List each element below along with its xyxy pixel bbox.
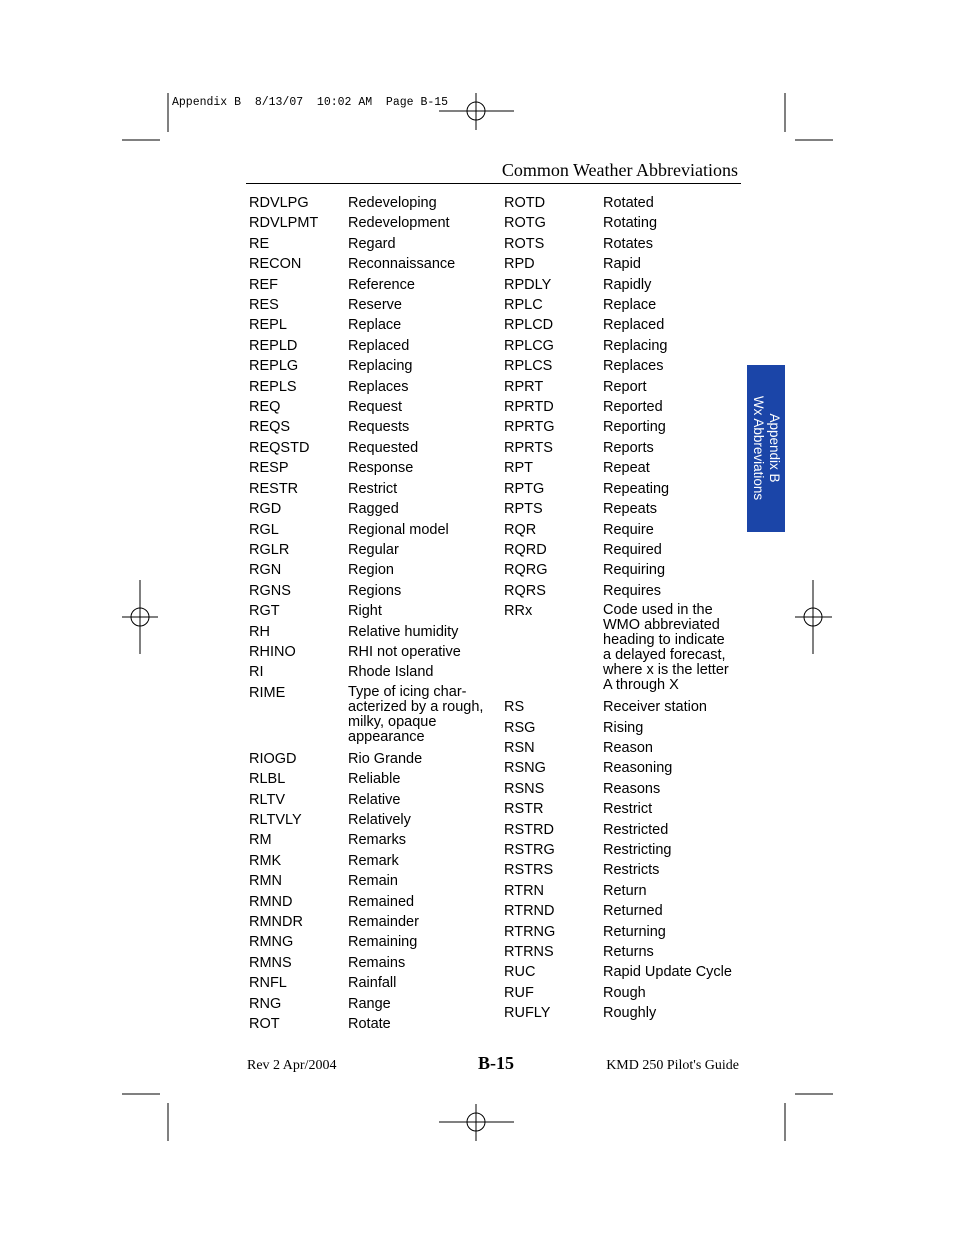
abbreviation-meaning: Requires <box>603 582 662 599</box>
abbreviation-row <box>249 336 491 356</box>
abbreviation-meaning: Rapid Update Cycle <box>603 964 732 981</box>
abbreviation-code: RGLR <box>249 541 290 558</box>
abbreviation-meaning: Rotating <box>603 215 658 232</box>
abbreviation-row <box>504 213 743 233</box>
abbreviation-row <box>249 213 491 233</box>
abbreviation-code: RRx <box>504 603 533 620</box>
abbreviation-row <box>504 901 743 921</box>
abbreviation-meaning: Rotated <box>603 195 654 211</box>
right-abbreviation-column <box>504 193 743 1024</box>
abbreviation-row <box>504 820 743 840</box>
abbreviation-row <box>249 601 491 621</box>
abbreviation-row <box>249 193 491 213</box>
abbreviation-code: REPLG <box>249 358 299 375</box>
abbreviation-code: RTRN <box>504 882 545 899</box>
abbreviation-meaning: Return <box>603 882 647 899</box>
abbreviation-row <box>504 983 743 1003</box>
abbreviation-meaning: Returning <box>603 923 666 940</box>
abbreviation-row <box>249 417 491 437</box>
abbreviation-code: ROTG <box>504 215 546 232</box>
abbreviation-row <box>249 810 491 830</box>
abbreviation-meaning: Rainfall <box>348 975 397 992</box>
abbreviation-code: RUFLY <box>504 1005 551 1022</box>
abbreviation-code: RMND <box>249 893 293 910</box>
abbreviation-code: RPRTG <box>504 419 555 436</box>
abbreviation-meaning: Replacing <box>348 358 413 375</box>
abbreviation-code: RSNG <box>504 760 546 777</box>
abbreviation-code: RGD <box>249 501 282 518</box>
abbreviation-code: RGNS <box>249 582 291 599</box>
abbreviation-code: REQS <box>249 419 291 436</box>
abbreviation-meaning: Type of icing char- acterized by a rough, milky, opaque appearance <box>348 683 484 745</box>
abbreviation-code: RSTRG <box>504 841 555 858</box>
abbreviation-row <box>249 397 491 417</box>
abbreviation-row <box>249 851 491 871</box>
abbreviation-code: RLTV <box>249 791 285 808</box>
abbreviation-code: RES <box>249 297 279 314</box>
abbreviation-code: RQRS <box>504 582 546 599</box>
abbreviation-row <box>504 779 743 799</box>
footer-guide-title: KMD 250 Pilot's Guide <box>606 1058 739 1073</box>
abbreviation-row <box>249 479 491 499</box>
abbreviation-row <box>504 881 743 901</box>
abbreviation-code: RLTVLY <box>249 811 302 828</box>
abbreviation-row <box>249 932 491 952</box>
abbreviation-row <box>504 520 743 540</box>
abbreviation-meaning: Reported <box>603 399 663 416</box>
abbreviation-meaning: Replaced <box>603 317 665 334</box>
abbreviation-meaning: Requiring <box>603 562 666 579</box>
abbreviation-row <box>504 860 743 880</box>
abbreviation-row <box>504 718 743 738</box>
abbreviation-meaning: Repeats <box>603 501 658 518</box>
abbreviation-meaning: Right <box>348 603 382 620</box>
abbreviation-meaning: Response <box>348 460 414 477</box>
abbreviation-code: RPRTS <box>504 439 553 456</box>
abbreviation-code: REPLS <box>249 378 297 395</box>
abbreviation-code: RPLCG <box>504 337 554 354</box>
abbreviation-meaning: Rotate <box>348 1016 391 1033</box>
abbreviation-meaning: Redeveloping <box>348 195 437 211</box>
abbreviation-code: RPRT <box>504 378 544 395</box>
abbreviation-meaning: Regions <box>348 582 402 599</box>
abbreviation-code: RESTR <box>249 480 299 497</box>
abbreviation-code: RMNDR <box>249 914 303 930</box>
abbreviation-meaning: Remain <box>348 873 398 890</box>
abbreviation-code: RM <box>249 832 272 849</box>
abbreviation-meaning: Rising <box>603 719 644 736</box>
abbreviation-code: REPLD <box>249 337 298 354</box>
abbreviation-row <box>249 315 491 335</box>
abbreviation-row <box>504 417 743 437</box>
abbreviation-code: REQSTD <box>249 439 310 456</box>
abbreviation-meaning: Rotates <box>603 235 653 252</box>
abbreviation-row <box>504 458 743 478</box>
abbreviation-row <box>504 1003 743 1023</box>
abbreviation-code: REQ <box>249 399 281 416</box>
abbreviation-code: RTRND <box>504 903 555 920</box>
abbreviation-meaning: Remainder <box>348 914 419 930</box>
abbreviation-meaning: Receiver station <box>603 699 707 716</box>
abbreviation-row <box>504 499 743 519</box>
abbreviation-meaning: Repeat <box>603 460 650 477</box>
abbreviation-row <box>249 520 491 540</box>
abbreviation-meaning: RHI not operative <box>348 643 461 660</box>
abbreviation-meaning: Remaining <box>348 934 418 951</box>
abbreviation-code: RSN <box>504 739 535 756</box>
abbreviation-row <box>504 581 743 601</box>
abbreviation-row <box>249 790 491 810</box>
abbreviation-code: RTRNG <box>504 923 556 940</box>
abbreviation-row <box>504 560 743 580</box>
abbreviation-code: RPDLY <box>504 276 552 293</box>
abbreviation-meaning: Regard <box>348 235 396 252</box>
abbreviation-meaning: Regular <box>348 541 399 558</box>
footer-revision: Rev 2 Apr/2004 <box>247 1058 337 1073</box>
abbreviation-meaning: Replaced <box>348 337 410 354</box>
abbreviation-code: RPD <box>504 256 535 273</box>
abbreviation-meaning: Rough <box>603 984 646 1001</box>
abbreviation-code: RPRTD <box>504 399 554 416</box>
abbreviation-row <box>504 697 743 717</box>
left-abbreviation-column <box>249 193 491 1034</box>
abbreviation-row <box>504 799 743 819</box>
abbreviation-meaning: Replace <box>603 297 657 314</box>
abbreviation-meaning: Request <box>348 399 403 416</box>
abbreviation-meaning: Remark <box>348 852 399 869</box>
title-rule <box>246 183 741 184</box>
abbreviation-meaning: Replaces <box>603 358 664 375</box>
abbreviation-code: ROT <box>249 1016 280 1033</box>
abbreviation-code: RMK <box>249 852 282 869</box>
print-slug: Appendix B 8/13/07 10:02 AM Page B-15 <box>172 96 449 109</box>
abbreviation-meaning: Redevelopment <box>348 215 450 232</box>
abbreviation-row <box>504 275 743 295</box>
abbreviation-code: RPLCS <box>504 358 553 375</box>
abbreviation-row <box>504 540 743 560</box>
abbreviation-code: REPL <box>249 317 287 334</box>
abbreviation-row <box>504 336 743 356</box>
abbreviation-meaning: Required <box>603 541 662 558</box>
abbreviation-meaning: Report <box>603 378 647 395</box>
abbreviation-code: RIOGD <box>249 750 297 767</box>
abbreviation-meaning: Rapid <box>603 256 641 273</box>
abbreviation-code: RNG <box>249 995 282 1012</box>
abbreviation-code: RPTG <box>504 480 545 497</box>
abbreviation-row <box>249 953 491 973</box>
abbreviation-code: RGT <box>249 603 280 620</box>
abbreviation-row <box>249 560 491 580</box>
abbreviation-code: RSTRD <box>504 821 554 838</box>
abbreviation-code: RPLCD <box>504 317 554 334</box>
abbreviation-row <box>249 622 491 642</box>
abbreviation-row <box>504 962 743 982</box>
abbreviation-row <box>249 769 491 789</box>
abbreviation-meaning: Reconnaissance <box>348 256 456 273</box>
abbreviation-code: RPLC <box>504 297 543 314</box>
abbreviation-row <box>249 749 491 769</box>
abbreviation-meaning: Rhode Island <box>348 664 434 681</box>
abbreviation-code: RMNS <box>249 954 292 971</box>
abbreviation-row <box>249 973 491 993</box>
abbreviation-code: RDVLPG <box>249 195 309 211</box>
abbreviation-meaning: Rio Grande <box>348 750 423 767</box>
abbreviation-row <box>504 295 743 315</box>
abbreviation-code: RESP <box>249 460 289 477</box>
abbreviation-row <box>504 234 743 254</box>
abbreviation-row <box>504 922 743 942</box>
abbreviation-row <box>249 499 491 519</box>
abbreviation-row <box>504 738 743 758</box>
abbreviation-code: RUC <box>504 964 536 981</box>
abbreviation-meaning: Reporting <box>603 419 666 436</box>
abbreviation-row <box>249 581 491 601</box>
abbreviation-row <box>249 662 491 682</box>
abbreviation-code: RSG <box>504 719 536 736</box>
abbreviation-meaning: Reasoning <box>603 760 673 777</box>
abbreviation-meaning: Rapidly <box>603 276 652 293</box>
abbreviation-code: RQR <box>504 521 537 538</box>
abbreviation-code: RGN <box>249 562 282 579</box>
abbreviation-row <box>504 840 743 860</box>
page-number: B-15 <box>478 1053 514 1073</box>
page-title: Common Weather Abbreviations <box>501 160 738 180</box>
abbreviation-code: ROTS <box>504 235 545 252</box>
abbreviation-row <box>504 942 743 962</box>
abbreviation-row <box>504 758 743 778</box>
abbreviation-row <box>249 254 491 274</box>
appendix-tab-label <box>750 396 782 500</box>
abbreviation-row <box>504 438 743 458</box>
abbreviation-code: RGL <box>249 521 279 538</box>
abbreviation-meaning: Reports <box>603 439 654 456</box>
abbreviation-meaning: Replace <box>348 317 402 334</box>
abbreviation-row <box>504 601 743 697</box>
abbreviation-code: RI <box>249 664 264 681</box>
abbreviation-code: RNFL <box>249 975 287 992</box>
abbreviation-row <box>249 540 491 560</box>
abbreviation-meaning: Remains <box>348 954 406 971</box>
abbreviation-code: REF <box>249 276 278 293</box>
abbreviation-code: RH <box>249 623 270 640</box>
abbreviation-row <box>249 377 491 397</box>
abbreviation-meaning: Reason <box>603 739 653 756</box>
abbreviation-meaning: Remarks <box>348 832 407 849</box>
abbreviation-row <box>249 871 491 891</box>
abbreviation-code: RS <box>504 699 525 716</box>
abbreviation-code: RHINO <box>249 643 296 660</box>
abbreviation-meaning: Returned <box>603 903 663 920</box>
abbreviation-code: ROTD <box>504 195 546 211</box>
abbreviation-code: RTRNS <box>504 944 554 960</box>
abbreviation-meaning: Requested <box>348 439 419 456</box>
abbreviation-row <box>504 397 743 417</box>
abbreviation-code: RLBL <box>249 771 286 788</box>
abbreviation-row <box>249 892 491 912</box>
abbreviation-code: RSTRS <box>504 862 554 879</box>
abbreviation-code: RQRD <box>504 541 547 558</box>
abbreviation-row <box>249 912 491 932</box>
abbreviation-code: RMNG <box>249 934 294 951</box>
abbreviation-row <box>504 356 743 376</box>
abbreviation-meaning: Region <box>348 562 394 579</box>
appendix-tab-line1: Appendix B <box>767 413 782 483</box>
abbreviation-meaning: Repeating <box>603 480 670 497</box>
abbreviation-meaning: Relatively <box>348 811 411 828</box>
abbreviation-meaning: Restricting <box>603 841 672 858</box>
abbreviation-meaning: Reasons <box>603 780 661 797</box>
abbreviation-meaning: Reliable <box>348 771 401 788</box>
appendix-tab-line2: Wx Abbreviations <box>751 395 766 501</box>
abbreviation-row <box>249 994 491 1014</box>
abbreviation-meaning: Restrict <box>603 801 653 818</box>
abbreviation-meaning: Ragged <box>348 501 399 518</box>
abbreviation-code: RSTR <box>504 801 544 818</box>
abbreviation-row <box>504 254 743 274</box>
abbreviation-meaning: Remained <box>348 893 415 910</box>
abbreviation-row <box>504 315 743 335</box>
abbreviation-meaning: Restrict <box>348 480 398 497</box>
abbreviation-meaning: Reserve <box>348 297 402 314</box>
abbreviation-meaning: Roughly <box>603 1005 657 1022</box>
abbreviation-code: RPTS <box>504 501 543 518</box>
abbreviation-row <box>504 377 743 397</box>
abbreviation-meaning: Reference <box>348 276 415 293</box>
abbreviation-code: RUF <box>504 984 534 1001</box>
abbreviation-row <box>504 193 743 213</box>
abbreviation-meaning: Range <box>348 995 391 1012</box>
abbreviation-code: RPT <box>504 460 533 477</box>
abbreviation-code: RMN <box>249 873 283 890</box>
abbreviation-meaning: Replaces <box>348 378 409 395</box>
abbreviation-meaning: Restricts <box>603 862 660 879</box>
abbreviation-row <box>249 458 491 478</box>
abbreviation-row <box>249 1014 491 1034</box>
abbreviation-meaning: Relative <box>348 791 401 808</box>
abbreviation-code: RECON <box>249 256 302 273</box>
abbreviation-meaning: Relative humidity <box>348 623 459 640</box>
abbreviation-row <box>249 295 491 315</box>
abbreviation-code: RSNS <box>504 780 545 797</box>
abbreviation-row <box>249 438 491 458</box>
abbreviation-row <box>249 683 491 749</box>
abbreviation-meaning: Returns <box>603 944 654 960</box>
abbreviation-meaning: Restricted <box>603 821 669 838</box>
abbreviation-row <box>504 479 743 499</box>
abbreviation-meaning: Requests <box>348 419 410 436</box>
abbreviation-row <box>249 830 491 850</box>
abbreviation-code: RIME <box>249 684 286 701</box>
abbreviation-meaning: Require <box>603 521 654 538</box>
abbreviation-row <box>249 275 491 295</box>
abbreviation-row <box>249 356 491 376</box>
abbreviation-meaning: Regional model <box>348 521 449 538</box>
abbreviation-row <box>249 642 491 662</box>
abbreviation-meaning: Code used in the WMO abbreviated heading to indicate a delayed forecast, where x is the letter A through X <box>603 602 729 694</box>
abbreviation-code: RDVLPMT <box>249 215 319 232</box>
abbreviation-row <box>249 234 491 254</box>
abbreviation-meaning: Replacing <box>603 337 668 354</box>
abbreviation-code: RE <box>249 235 270 252</box>
abbreviation-code: RQRG <box>504 562 548 579</box>
